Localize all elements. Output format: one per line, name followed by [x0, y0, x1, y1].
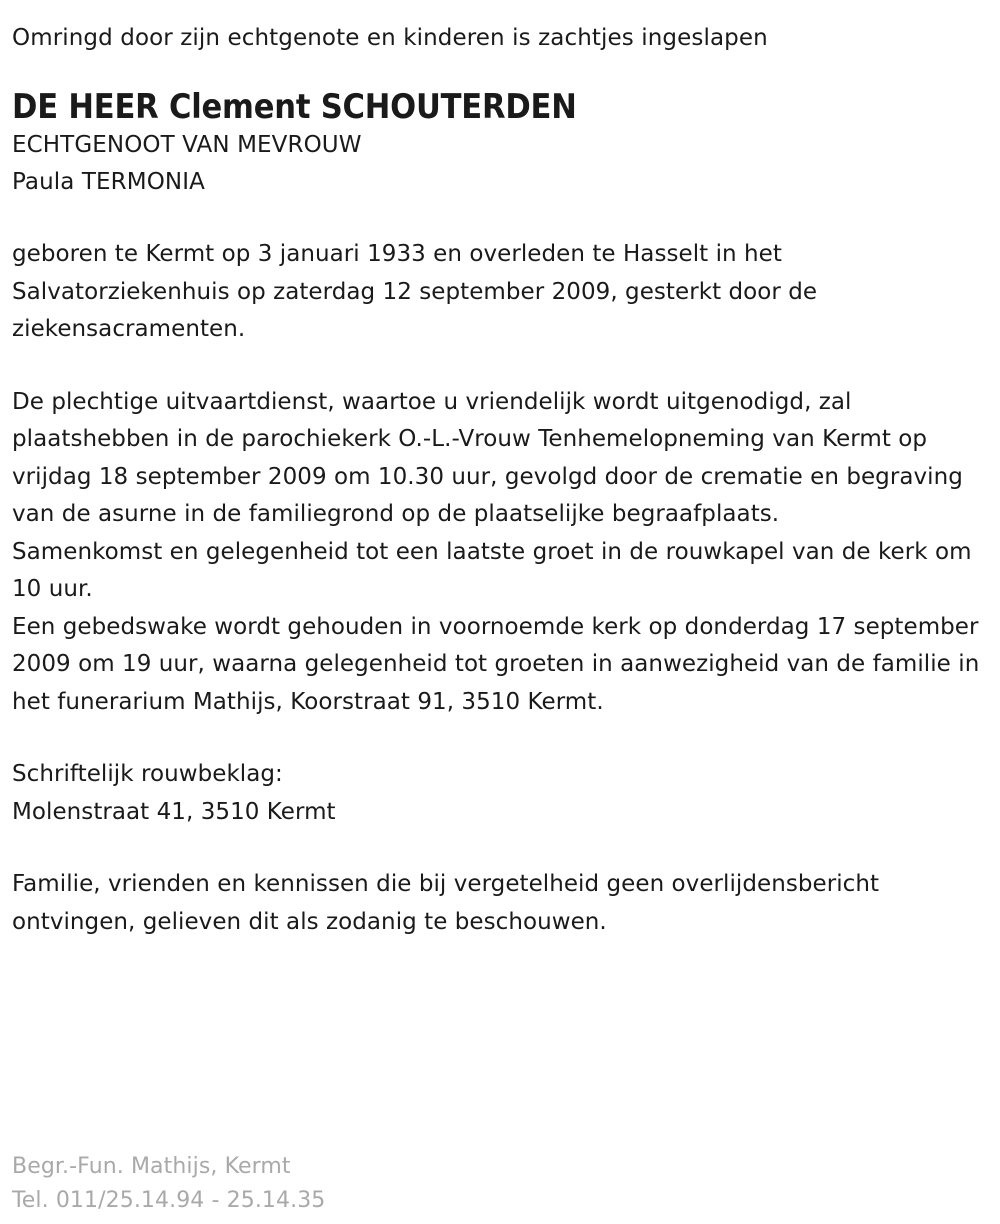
spacer [12, 201, 986, 236]
spouse-relation-label: ECHTGENOOT VAN MEVROUW [12, 132, 362, 158]
funeral-service-paragraph: De plechtige uitvaartdienst, waartoe u vriendelijk wordt uitgenodigd, zal plaatshebben in de parochiekerk O.-L.-Vrouw Tenhemelopneming van Kermt op vrijdag 18 september 2009 om 10.30 uur, gevolgd door de crematie en begraving van de asurne in de familiegrond op de plaatselijke begraafplaats. [12, 388, 963, 527]
condolence-label: Schriftelijk rouwbeklag: [12, 761, 283, 787]
spacer [12, 349, 986, 384]
footer-funeral-home: Begr.-Fun. Mathijs, Kermt [12, 1154, 291, 1179]
footer [12, 1150, 325, 1218]
spacer [12, 57, 986, 87]
spacer [12, 831, 986, 866]
gathering-paragraph: Samenkomst en gelegenheid tot een laatste groet in de rouwkapel van de kerk om 10 uur. [12, 538, 972, 602]
intro-line: Omringd door zijn echtgenote en kinderen is zachtjes ingeslapen [12, 25, 768, 51]
spacer [12, 721, 986, 756]
closing-paragraph: Familie, vrienden en kennissen die bij vergetelheid geen overlijdensbericht ontvingen, gelieven dit als zodanig te beschouwen. [12, 871, 880, 935]
condolence-address: Molenstraat 41, 3510 Kermt [12, 798, 336, 825]
deceased-name-heading: DE HEER Clement SCHOUTERDEN [12, 87, 577, 127]
footer-phone: Tel. 011/25.14.94 - 25.14.35 [12, 1188, 326, 1213]
spouse-name: Paula TERMONIA [12, 169, 205, 195]
birth-death-paragraph: geboren te Kermt op 3 januari 1933 en overleden te Hasselt in het Salvatorziekenhuis op zaterdag 12 september 2009, gesterkt door de ziekensacramenten. [12, 241, 818, 342]
prayer-vigil-paragraph: Een gebedswake wordt gehouden in voornoemde kerk op donderdag 17 september 2009 om 19 uur, waarna gelegenheid tot groeten in aanwezigheid van de familie in het funerarium Mathijs, Koorstraat 91, 3510 Kermt. [12, 613, 980, 715]
